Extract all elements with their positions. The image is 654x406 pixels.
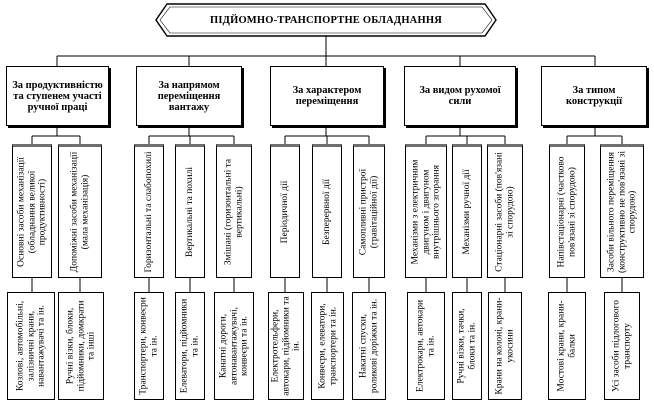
leaf-vertical <box>175 292 205 400</box>
sub-label: Основні засоби механізації (обладнання великої продуктивності) <box>16 157 48 267</box>
leaf-label: Конвеєри, елеватори, транспортери та ін. <box>317 303 338 389</box>
leaf-label: Транспортери, конвеєри та ін. <box>138 297 159 395</box>
sub-free-moving <box>600 144 644 278</box>
sub-label: Напівстаціонарні (частково пов'язані зі спорудою) <box>556 156 577 268</box>
leaf-semi-stationary <box>548 292 586 400</box>
sub-auxiliary-mechanization <box>58 144 102 278</box>
sub-label: Вертикальні та похилі <box>184 166 195 258</box>
sub-main-mechanization <box>12 144 52 278</box>
leaf-main-mechanization <box>7 292 55 400</box>
leaf-label: Канатні дороги, автонавантажувачі, конвеєри та ін. <box>218 307 250 385</box>
sub-label: Змішані (горизонтальні та вертикальні) <box>223 158 244 266</box>
sub-engine-driven <box>405 144 447 278</box>
sub-semi-stationary <box>549 144 585 278</box>
leaf-engine-driven <box>407 292 445 400</box>
sub-label: Механізми з електричним двигуном і двигуном внутрішнього згорання <box>410 159 442 265</box>
leaf-manual <box>452 292 482 400</box>
sub-label: Стаціонарні засоби (пов'язані зі спорудою) <box>494 152 515 272</box>
sub-label: Механізми ручної дії <box>461 169 472 255</box>
leaf-label: Усі засоби підлогового транспорту <box>611 299 632 393</box>
category-direction: За напрямом переміщення вантажу <box>136 66 242 126</box>
leaf-label: Електротельфери, автокари, підйомники та ін. <box>270 296 302 396</box>
sub-label: Допоміжні засоби механізації (мала механізація) <box>69 151 90 273</box>
leaf-label: Ручні візки, блоки, підйомники, домкрати та інші <box>65 300 97 392</box>
sub-continuous <box>312 144 342 278</box>
leaf-continuous <box>311 292 344 400</box>
category-movement-character: За характером переміщення <box>270 66 384 126</box>
sub-mixed <box>216 144 252 278</box>
leaf-free-moving <box>604 292 640 400</box>
leaf-label: Мостові крани, крани-балки <box>556 300 577 392</box>
sub-label: Періодичної дії <box>279 180 290 244</box>
sub-label: Самопливні пристрої (гравітаційної дії) <box>358 168 379 256</box>
leaf-label: Електрокари, автокари та ін. <box>415 299 436 393</box>
leaf-mixed <box>214 292 254 400</box>
sub-stationary <box>487 144 523 278</box>
leaf-label: Накатні спуски, роликові доріжки та ін. <box>358 298 379 394</box>
sub-manual <box>452 144 482 278</box>
sub-gravity <box>353 144 385 278</box>
sub-label: Горизонтальні та слабопохилі <box>143 151 154 273</box>
category-productivity: За продуктивністю та ступенем участі ручної праці <box>6 66 109 126</box>
leaf-label: Ручні візки, тачки, блоки та ін. <box>456 308 477 384</box>
category-driving-force: За видом рухомої сили <box>404 66 516 126</box>
leaf-horizontal <box>134 292 164 400</box>
sub-vertical <box>175 144 205 278</box>
leaf-gravity <box>352 292 386 400</box>
sub-periodic <box>270 144 300 278</box>
leaf-label: Елеватори, підйомники та ін. <box>179 298 200 394</box>
sub-label: Безперервної дії <box>321 179 332 246</box>
leaf-label: Крани на колоні, крани-укосини <box>494 297 515 395</box>
leaf-periodic <box>268 292 304 400</box>
category-construction-type: За типом конструкції <box>541 66 647 126</box>
leaf-stationary <box>488 292 522 400</box>
leaf-label: Козлові, автомобільні, залізничні крани, навантажувачі та ін. <box>15 300 47 392</box>
sub-label: Засоби вільного переміщення (конструктивно не пов'язані зі спорудою) <box>606 151 638 273</box>
diagram-title: ПІДЙОМНО-ТРАНСПОРТНЕ ОБЛАДНАННЯ <box>210 14 442 26</box>
sub-horizontal <box>134 144 164 278</box>
leaf-auxiliary-mechanization <box>58 292 104 400</box>
